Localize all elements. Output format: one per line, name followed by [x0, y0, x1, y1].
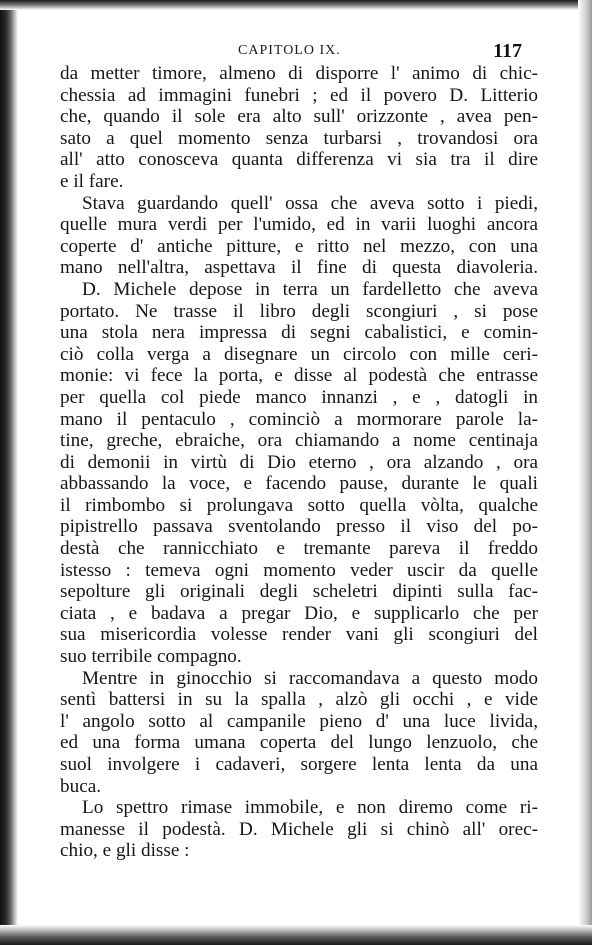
text-line: l' angolo sotto al campanile pieno d' una luce livida,	[60, 710, 538, 732]
text-line: da metter timore, almeno di disporre l' animo di chic-	[60, 63, 538, 84]
text-line: portato. Ne trasse il libro degli scongiuri , si pose	[60, 300, 538, 322]
text-line: suol involgere i cadaveri, sorgere lenta lenta da una	[60, 754, 538, 775]
text-line: ciata , e badava a pregar Dio, e supplicarlo che per	[60, 602, 538, 624]
text-line: destà che rannicchiato e tremante pareva il freddo	[60, 538, 538, 560]
text-line: suo terribile compagno.	[60, 646, 242, 668]
text-line: mano il pentaculo , cominciò a mormorare parole la-	[60, 408, 538, 430]
page-binding-shadow	[0, 0, 18, 945]
text-line: per quella col piede manco innanzi , e , datogli in	[60, 386, 538, 408]
page-top-edge	[0, 0, 592, 10]
page-header	[60, 40, 522, 64]
body-text	[60, 63, 538, 862]
text-line: ed una forma umana coperta del lungo lenzuolo, che	[60, 732, 538, 754]
text-line: che, quando il sole era alto sull' orizzonte , avea pen-	[60, 106, 538, 128]
text-line: buca.	[60, 775, 102, 797]
text-line: sato a quel momento senza turbarsi , trovandosi ora	[60, 127, 538, 149]
text-line: all' atto conosceva quanta differenza vi sia tra il dire	[60, 149, 538, 171]
text-line: una stola nera impressa di segni cabalistici, e comin-	[60, 322, 538, 344]
text-line: manesse il podestà. D. Michele gli si chinò all' orec-	[60, 818, 538, 840]
text-line: di demonii in virtù di Dio eterno , ora alzando , ora	[60, 451, 538, 473]
text-line: coperte d' antiche pitture, e ritto nel mezzo, con una	[60, 235, 538, 257]
text-line: istesso : temeva ogni momento veder uscir da quelle	[60, 559, 538, 581]
text-line: monie: vi fece la porta, e disse al podestà che entrasse	[60, 365, 538, 387]
text-line: mano nell'altra, aspettava il fine di questa diavoleria.	[60, 257, 538, 279]
text-line: il rimbombo si prolungava sotto quella vòlta, qualche	[60, 494, 538, 516]
text-line: ciò colla verga a disegnare un circolo con mille ceri-	[60, 343, 538, 365]
text-line: quelle mura verdi per l'umido, ed in varii luoghi ancora	[60, 214, 538, 236]
text-line: sua misericordia volesse render vani gli scongiuri del	[60, 624, 538, 646]
running-head: CAPITOLO IX.	[238, 43, 341, 58]
page-right-edge	[578, 0, 592, 945]
text-line: tine, greche, ebraiche, ora chiamando a nome centinaja	[60, 430, 538, 452]
page-bottom-edge	[0, 925, 592, 945]
text-line: chessia ad immagini funebri ; ed il povero D. Litterio	[60, 84, 538, 106]
text-line: Mentre in ginocchio si raccomandava a questo modo	[82, 667, 538, 689]
text-line: sepolture gli originali degli scheletri dipinti sulla fac-	[60, 581, 538, 603]
text-line: D. Michele depose in terra un fardelletto che aveva	[82, 278, 538, 300]
text-line: sentì battersi in su la spalla , alzò gli occhi , e vide	[60, 689, 538, 711]
text-line: Lo spettro rimase immobile, e non diremo come ri-	[82, 797, 538, 819]
text-line: pipistrello passava sventolando presso il viso del po-	[60, 516, 538, 538]
text-line: Stava guardando quell' ossa che aveva sotto i piedi,	[82, 192, 538, 214]
page-number: 117	[493, 40, 522, 62]
text-line: e il fare.	[60, 170, 124, 192]
text-line: chio, e gli disse :	[60, 840, 190, 862]
text-line: abbassando la voce, e facendo pause, durante le quali	[60, 473, 538, 495]
